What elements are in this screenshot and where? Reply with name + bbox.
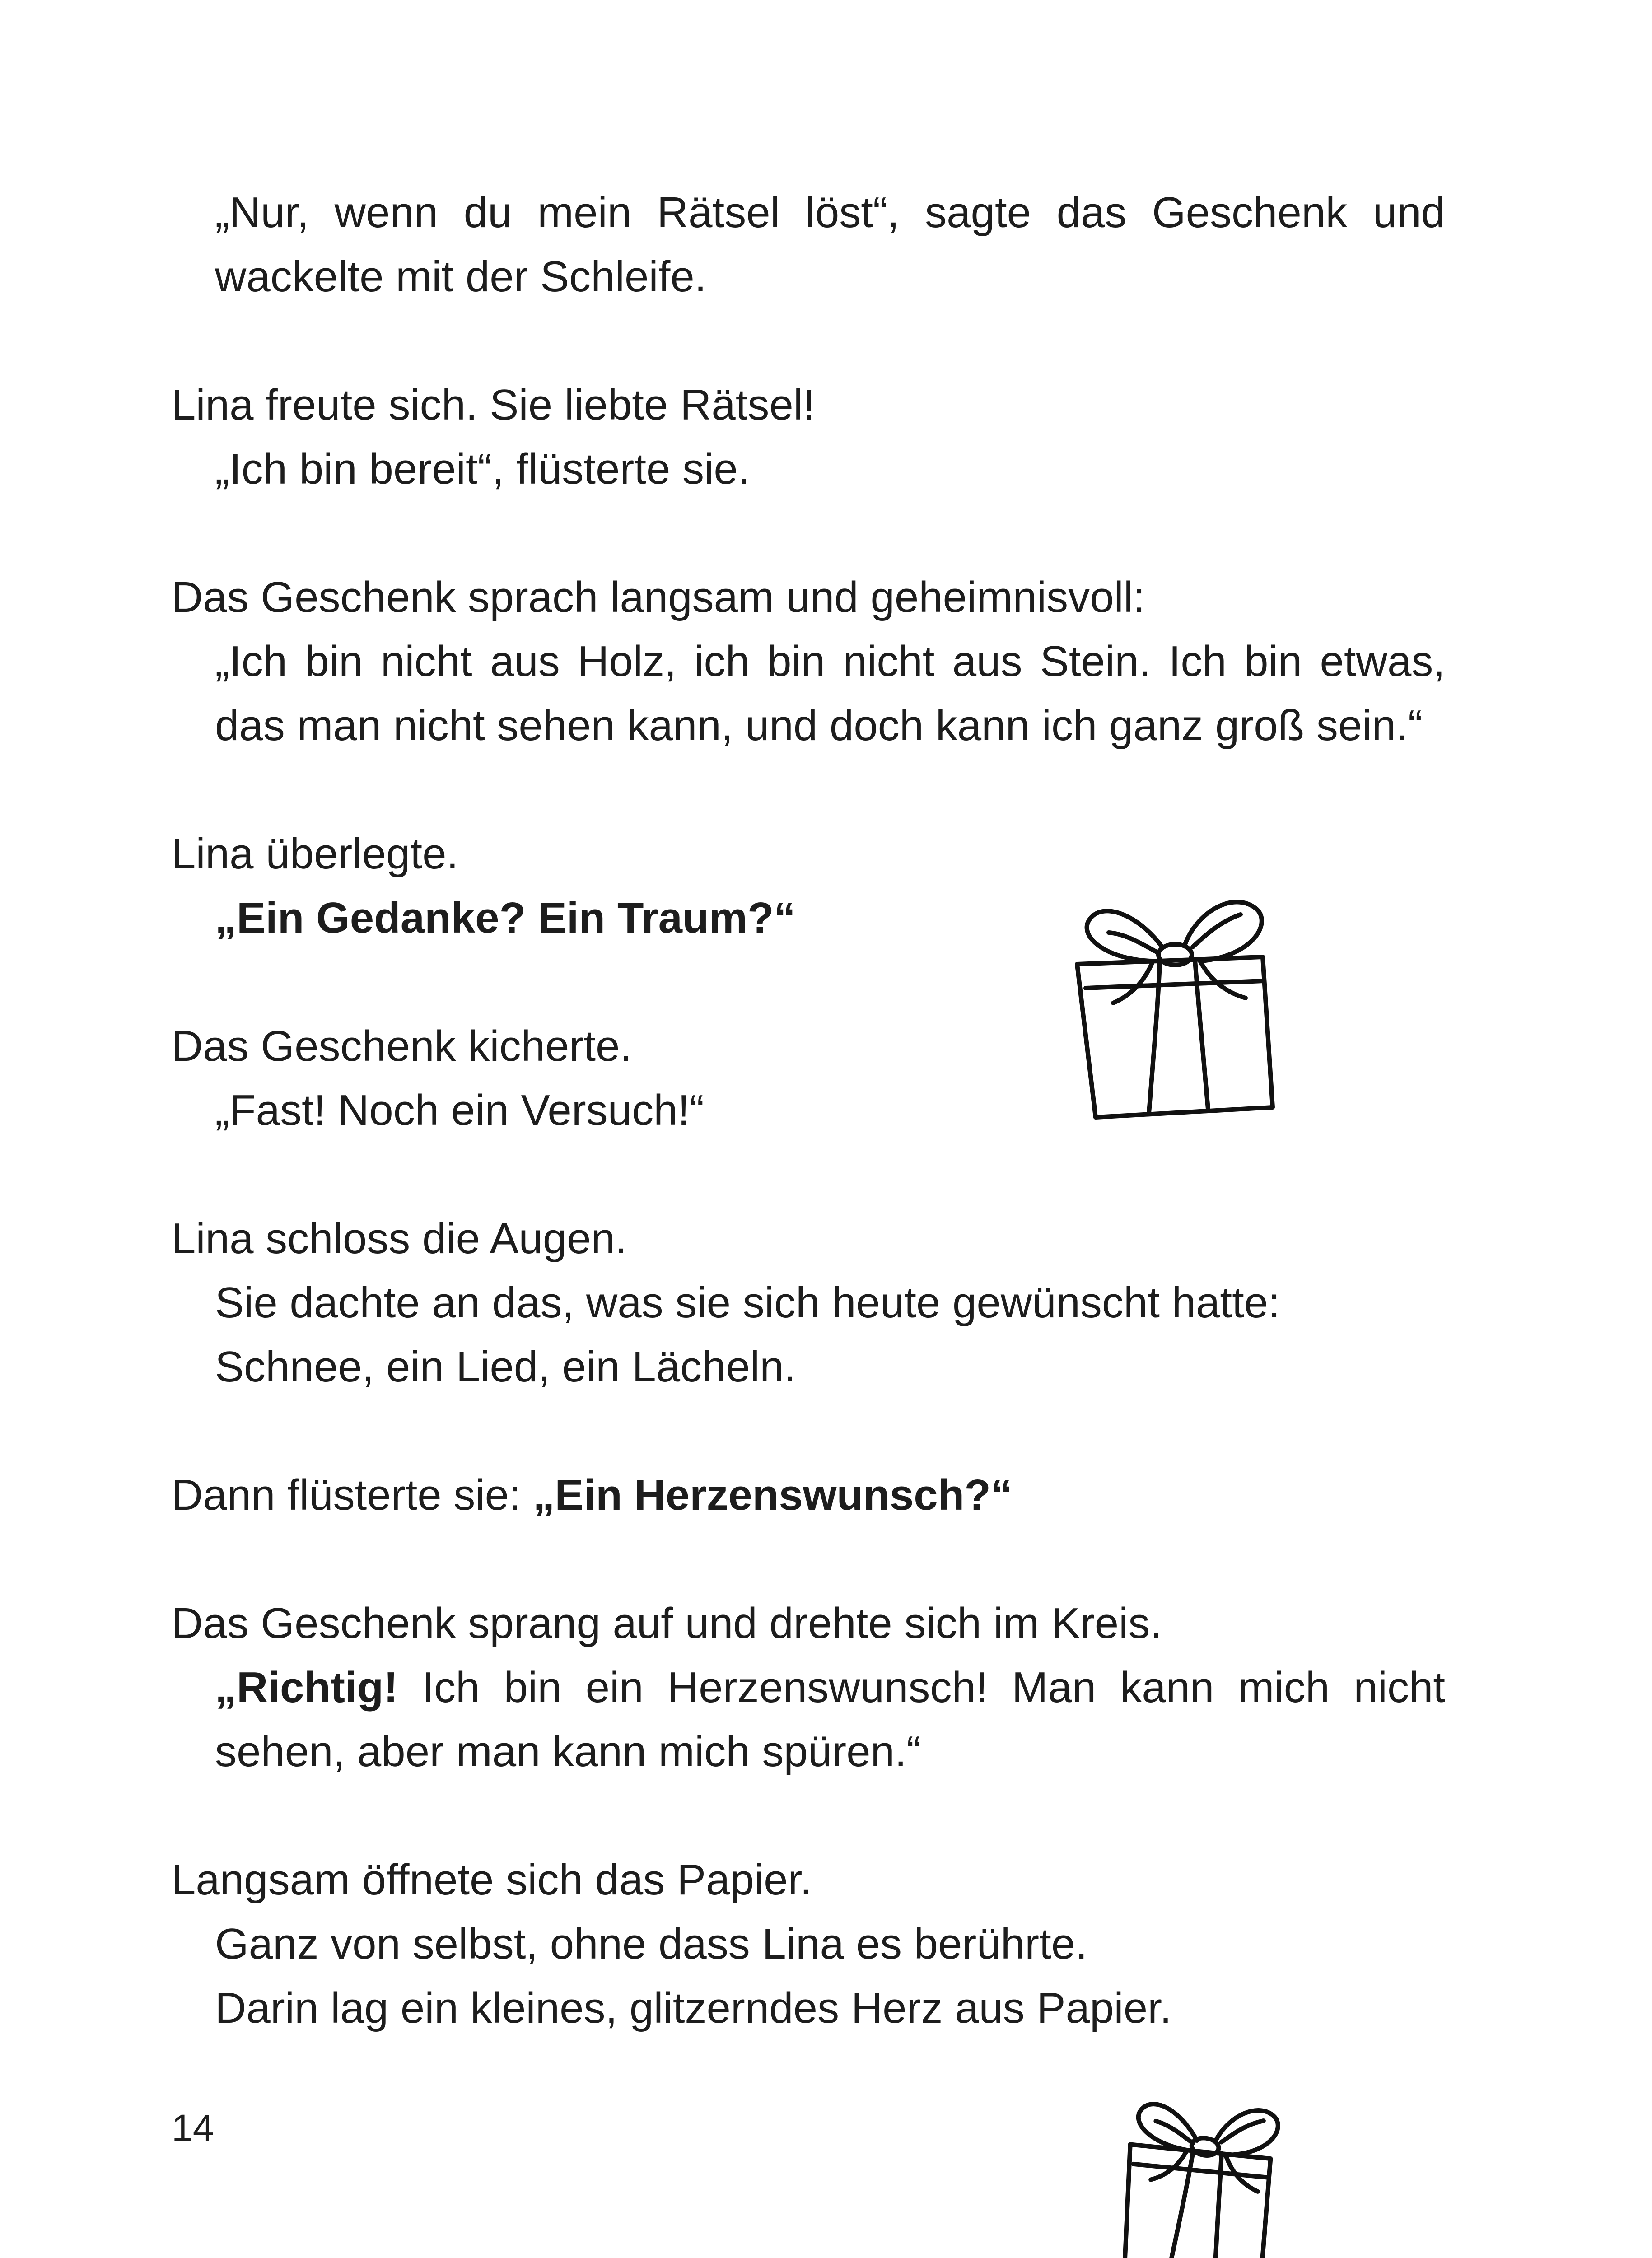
paragraph-2-line-1: Lina freute sich. Sie liebte Rätsel! <box>172 381 815 429</box>
paragraph-spacer <box>172 1527 1445 1591</box>
paragraph-6-line-2: Sie dachte an das, was sie sich heute gewünscht hatte: <box>215 1278 1280 1327</box>
paragraph-spacer <box>172 501 1445 565</box>
gift-box-icon-large <box>1066 885 1278 1129</box>
paragraph-7-prefix: Dann flüsterte sie: <box>172 1471 533 1519</box>
gift-box-icon-small <box>1106 2086 1287 2258</box>
paragraph-4-line-2: „Ein Gedanke? Ein Traum?“ <box>215 894 796 942</box>
paragraph-spacer <box>172 1399 1445 1463</box>
paragraph-1-quote: „Nur, wenn du mein Rätsel löst“, sagte das Geschenk und wackelte mit der Schleife. <box>215 188 1445 301</box>
paragraph-8-rest: Ich bin ein Herzenswunsch! Man kann mich nicht sehen, aber man kann mich spüren.“ <box>215 1663 1445 1776</box>
paragraph-5-line-1: Das Geschenk kicherte. <box>172 1022 632 1070</box>
paragraph-5-line-2: „Fast! Noch ein Versuch!“ <box>215 1086 705 1134</box>
paragraph-8-line-1: Das Geschenk sprang auf und drehte sich im Kreis. <box>172 1599 1162 1647</box>
paragraph-4-line-1: Lina überlegte. <box>172 830 459 878</box>
paragraph-spacer <box>172 309 1445 373</box>
paragraph-spacer <box>172 1143 1445 1207</box>
paragraph-6-line-1: Lina schloss die Augen. <box>172 1214 627 1263</box>
paragraph-9-line-1: Langsam öffnete sich das Papier. <box>172 1856 812 1904</box>
paragraph-spacer <box>172 758 1445 822</box>
paragraph-9-line-3: Darin lag ein kleines, glitzerndes Herz aus Papier. <box>215 1984 1172 2032</box>
paragraph-7-bold-answer: „Ein Herzenswunsch?“ <box>533 1471 1013 1519</box>
paragraph-6-line-3: Schnee, ein Lied, ein Lächeln. <box>215 1343 796 1391</box>
paragraph-8-bold-opening: „Richtig! <box>215 1663 398 1712</box>
paragraph-spacer <box>172 1784 1445 1848</box>
paragraph-7 <box>172 1463 1445 1527</box>
paragraph-3-line-2: „Ich bin nicht aus Holz, ich bin nicht aus Stein. Ich bin etwas, das man nicht sehen kann, und doch kann ich ganz groß sein.“ <box>215 637 1445 750</box>
paragraph-9-line-2: Ganz von selbst, ohne dass Lina es berührte. <box>215 1920 1087 1968</box>
paragraph-8-line-2 <box>172 1656 1445 1784</box>
paragraph-2-line-2: „Ich bin bereit“, flüsterte sie. <box>215 445 750 493</box>
page-number: 14 <box>172 2107 214 2149</box>
paragraph-3-line-1: Das Geschenk sprach langsam und geheimnisvoll: <box>172 573 1145 621</box>
